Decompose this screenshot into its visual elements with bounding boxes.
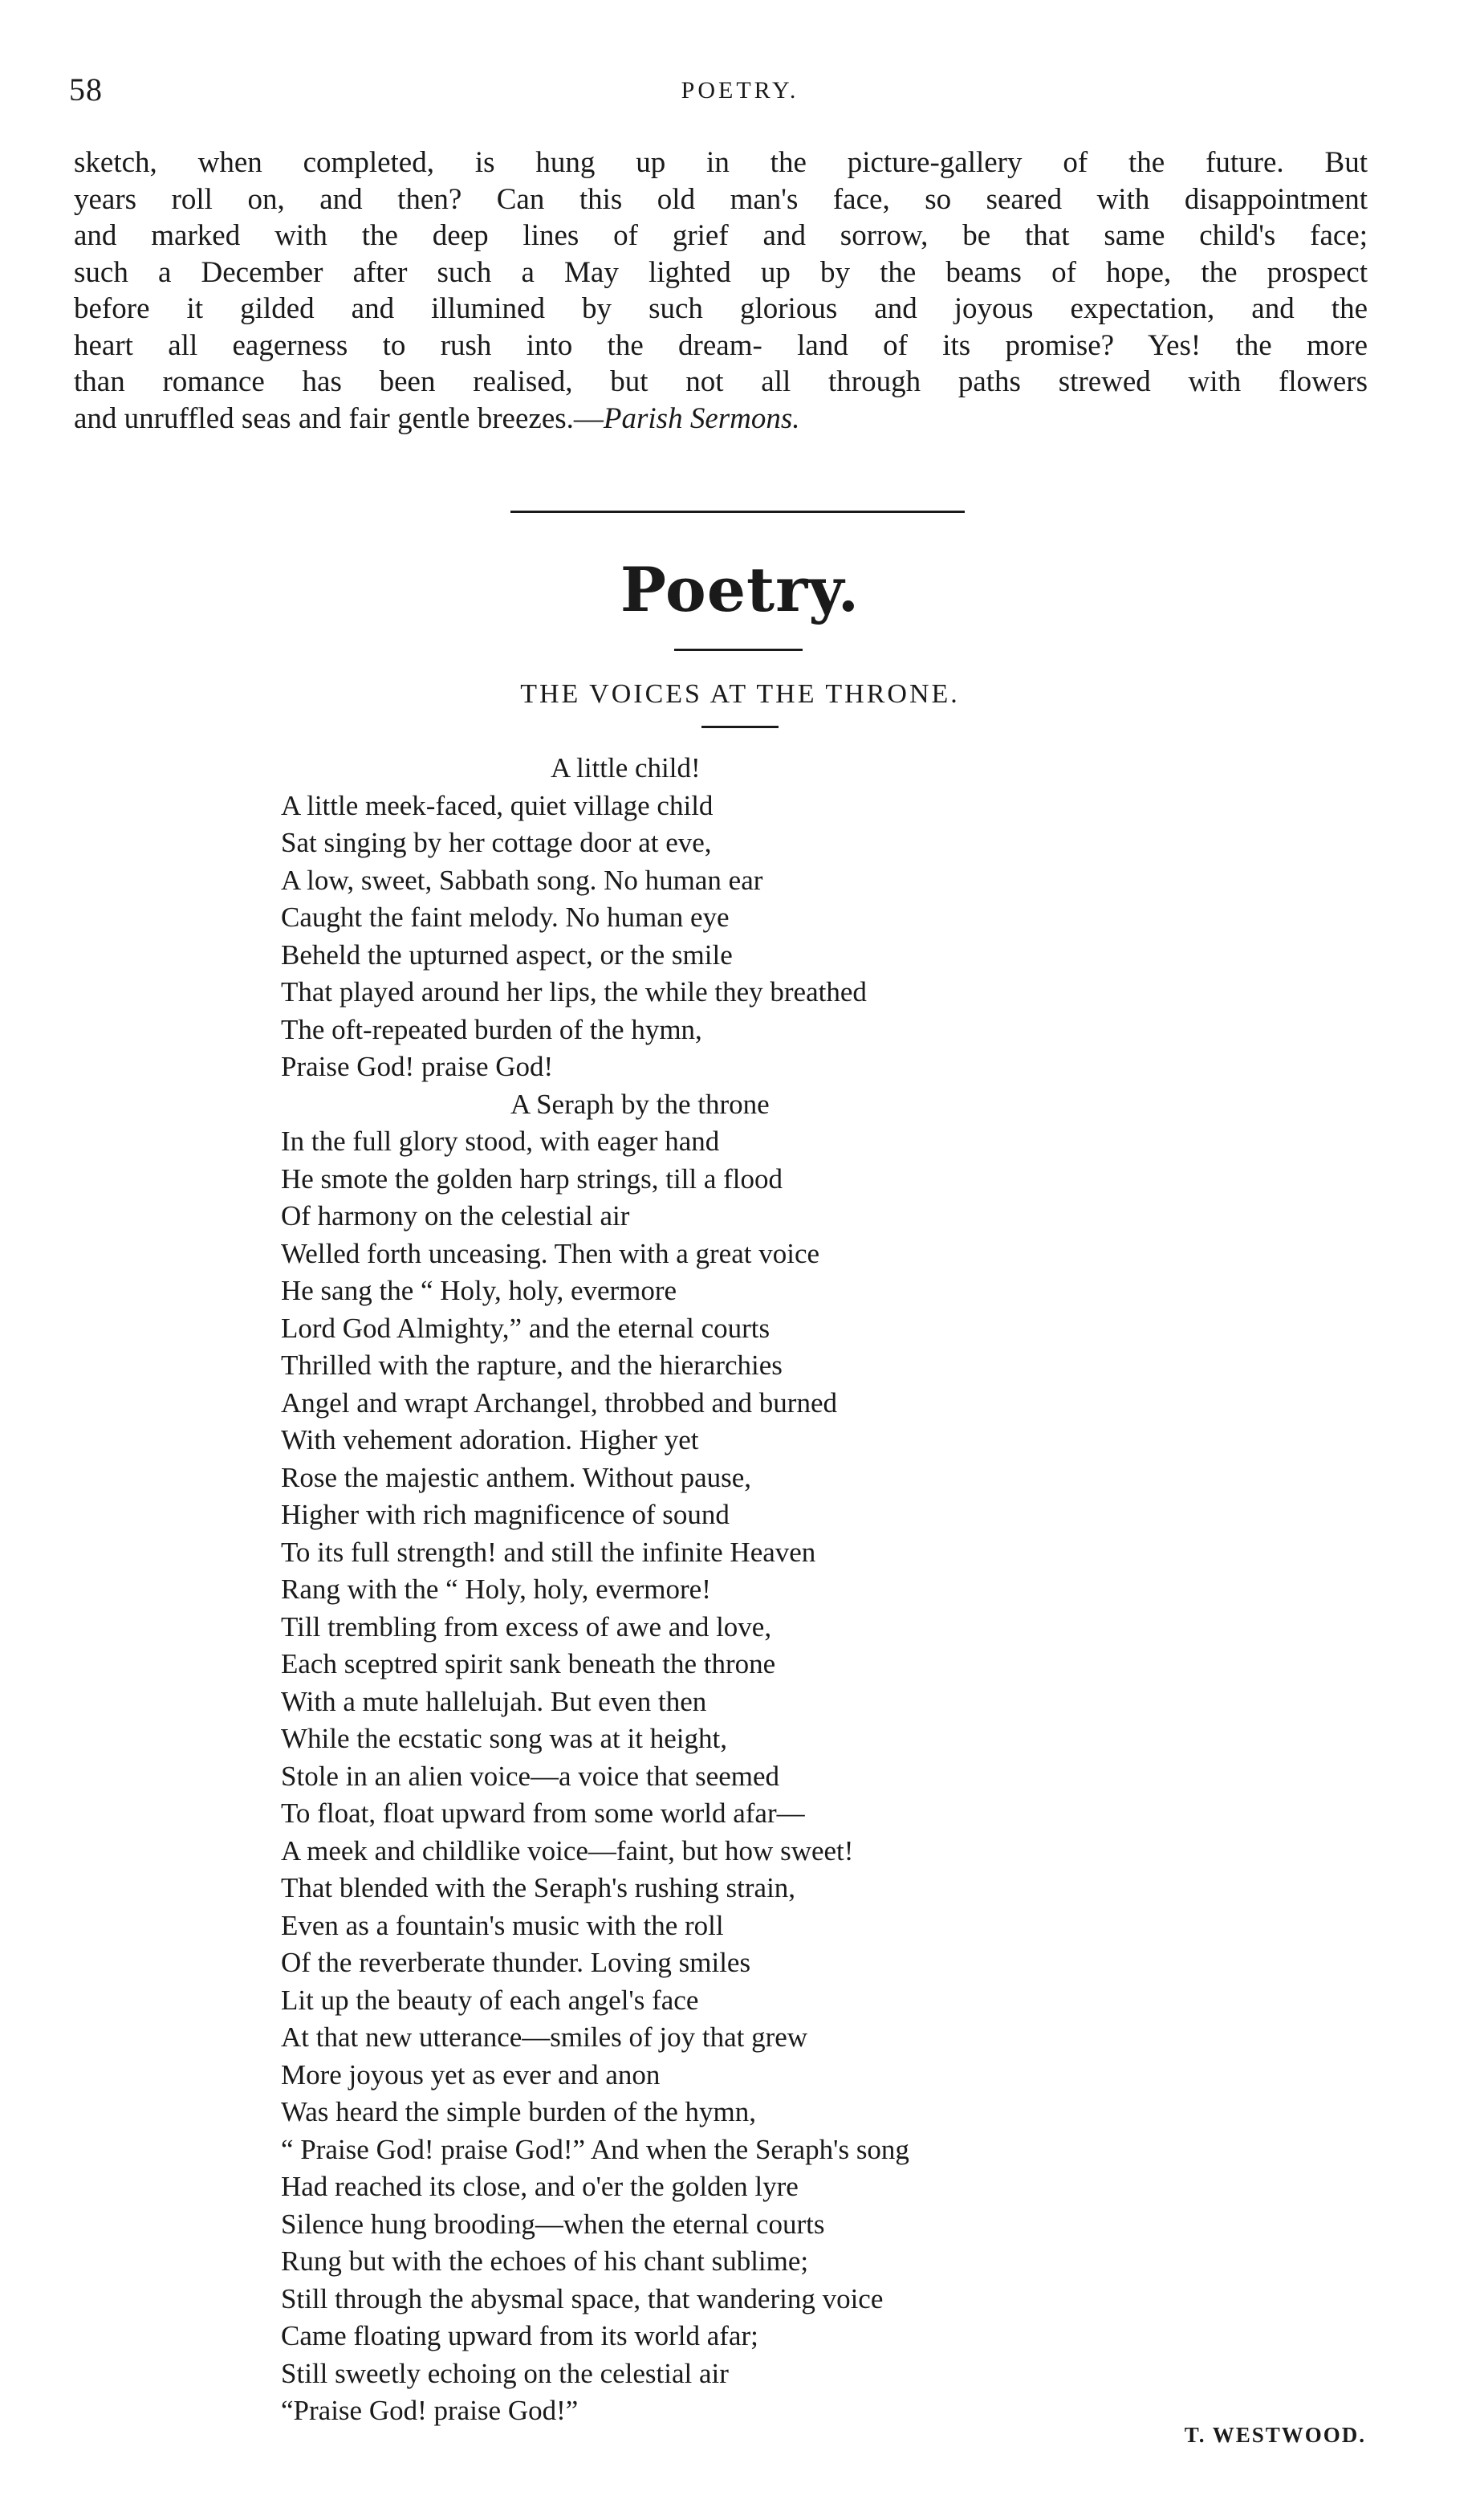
- running-head: POETRY.: [681, 77, 799, 104]
- poem-line: He sang the “ Holy, holy, evermore: [281, 1275, 677, 1306]
- prose-last-line-text: and unruffled seas and fair gentle breezes.—: [74, 401, 604, 435]
- poem-body: [281, 750, 1244, 2430]
- poem-line: A little meek-faced, quiet village child: [281, 789, 714, 821]
- poem-line: A meek and childlike voice—faint, but how sweet!: [281, 1834, 854, 1867]
- poem-line: Rose the majestic anthem. Without pause,: [281, 1461, 752, 1493]
- poem-line: Still through the abysmal space, that wandering voice: [281, 2282, 884, 2314]
- prose-line: before it gilded and illumined by such glorious and joyous expectation, and the: [74, 292, 1368, 325]
- prose-line: years roll on, and then? Can this old man's face, so seared with disappointment: [74, 182, 1368, 216]
- poem-line: Stole in an alien voice—a voice that seemed: [281, 1760, 780, 1792]
- poem-line: That blended with the Seraph's rushing strain,: [281, 1872, 796, 1903]
- poem-line: A low, sweet, Sabbath song. No human ear: [281, 864, 763, 896]
- poem-line: Beheld the upturned aspect, or the smile: [281, 938, 733, 971]
- poem-line: Rang with the “ Holy, holy, evermore!: [281, 1573, 711, 1605]
- poem-line: He smote the golden harp strings, till a flood: [281, 1162, 783, 1195]
- poem-line: That played around her lips, the while they breathed: [281, 976, 867, 1008]
- citation: Parish Sermons.: [603, 401, 800, 435]
- prose-line: heart all eagerness to rush into the dream- land of its promise? Yes! the more: [74, 328, 1368, 362]
- poem-line: Even as a fountain's music with the roll: [281, 1909, 724, 1941]
- poem-line: While the ecstatic song was at it height,: [281, 1723, 727, 1754]
- section-divider: [510, 511, 965, 513]
- poem-line: Praise God! praise God!: [281, 1051, 554, 1082]
- section-heading: Poetry.: [620, 554, 860, 625]
- poem-line: Was heard the simple burden of the hymn,: [281, 2096, 757, 2127]
- poem-line: The oft-repeated burden of the hymn,: [281, 1013, 702, 1045]
- poem-line: To its full strength! and still the infinite Heaven: [281, 1536, 816, 1568]
- poem-line: At that new utterance—smiles of joy that grew: [281, 2021, 808, 2053]
- poem-line: Till trembling from excess of awe and love,: [281, 1610, 772, 1643]
- poem-line: Still sweetly echoing on the celestial air: [281, 2357, 729, 2389]
- poem-line: Each sceptred spirit sank beneath the throne: [281, 1648, 776, 1679]
- poem-line: Lit up the beauty of each angel's face: [281, 1984, 699, 2016]
- poem-line: Rung but with the echoes of his chant sublime;: [281, 2245, 809, 2277]
- prose-last-line: [74, 401, 1368, 438]
- poem-line: Came floating upward from its world afar;: [281, 2320, 758, 2351]
- poem-line: To float, float upward from some world afar—: [281, 1797, 805, 1829]
- poem-line: With vehement adoration. Higher yet: [281, 1424, 699, 1455]
- title-underline: [701, 726, 779, 728]
- poem-line: Caught the faint melody. No human eye: [281, 902, 730, 933]
- poem-line: In the full glory stood, with eager hand: [281, 1126, 720, 1157]
- poem-author: T. WESTWOOD.: [1184, 2423, 1366, 2447]
- poem-line: Had reached its close, and o'er the golden lyre: [281, 2171, 799, 2202]
- prose-line: and marked with the deep lines of grief and sorrow, be that same child's face;: [74, 219, 1368, 252]
- poem-line: Welled forth unceasing. Then with a great voice: [281, 1237, 820, 1269]
- poem-line: A Seraph by the throne: [510, 1088, 770, 1120]
- poem-line: Higher with rich magnificence of sound: [281, 1499, 730, 1530]
- poem-line: Of the reverberate thunder. Loving smiles: [281, 1947, 751, 1978]
- page-number: 58: [69, 71, 103, 108]
- poem-line: “ Praise God! praise God!” And when the Seraph's song: [281, 2133, 909, 2165]
- poem-line: A little child!: [551, 752, 701, 784]
- poem-line: Silence hung brooding—when the eternal courts: [281, 2208, 825, 2240]
- heading-underline: [674, 649, 803, 651]
- poem-line: Of harmony on the celestial air: [281, 1200, 630, 1232]
- poem-line: “Praise God! praise God!”: [281, 2395, 579, 2426]
- prose-line: sketch, when completed, is hung up in the picture-gallery of the future. But: [74, 146, 1368, 179]
- poem-title: THE VOICES AT THE THRONE.: [520, 679, 960, 709]
- prose-line: than romance has been realised, but not all through paths strewed with flowers: [74, 365, 1368, 398]
- poem-line: Thrilled with the rapture, and the hierarchies: [281, 1350, 783, 1381]
- poem-line: Lord God Almighty,” and the eternal courts: [281, 1312, 770, 1344]
- poem-line: Angel and wrapt Archangel, throbbed and burned: [281, 1386, 837, 1419]
- prose-paragraph: [74, 145, 1368, 437]
- poem-line: More joyous yet as ever and anon: [281, 2058, 661, 2091]
- prose-line: such a December after such a May lighted up by the beams of hope, the prospect: [74, 255, 1368, 289]
- poem-line: With a mute hallelujah. But even then: [281, 1685, 707, 1717]
- poem-line: Sat singing by her cottage door at eve,: [281, 827, 712, 858]
